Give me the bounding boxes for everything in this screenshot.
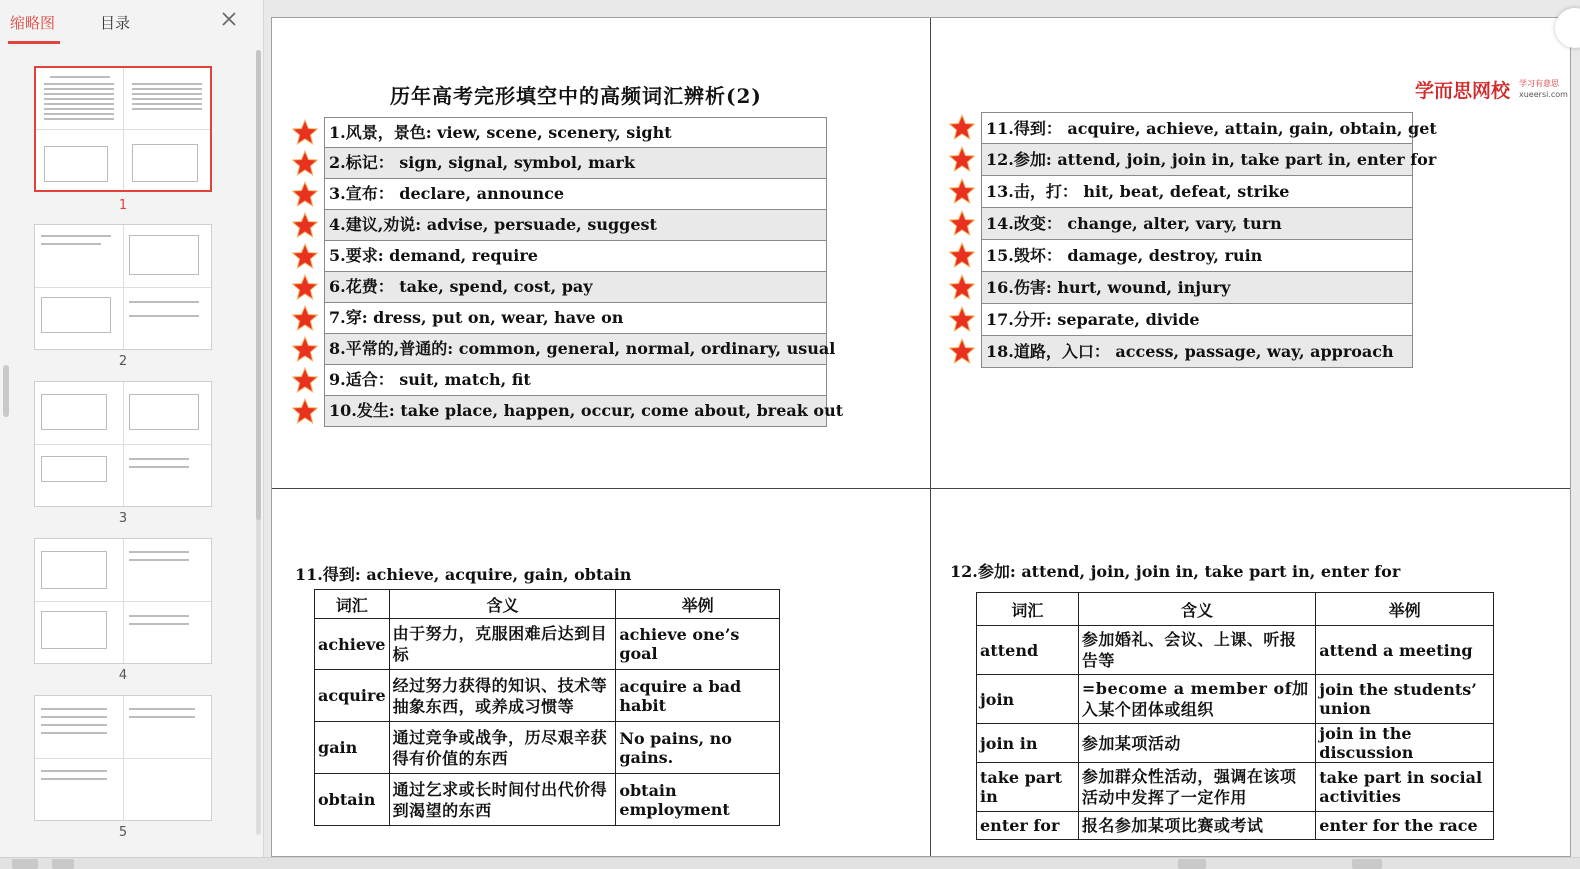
star-icon bbox=[292, 305, 318, 331]
star-icon bbox=[292, 212, 318, 238]
star-icon bbox=[949, 146, 975, 172]
document-page bbox=[271, 17, 1571, 857]
page-thumbnail-1[interactable] bbox=[34, 66, 212, 192]
star-icon bbox=[292, 119, 318, 145]
star-icon bbox=[949, 306, 975, 332]
table-row bbox=[977, 763, 1494, 812]
vocab-entry: 12.参加: attend, join, join in, take part in, enter for bbox=[981, 144, 1413, 176]
thumbnail-sidebar bbox=[0, 0, 264, 869]
thumbnail-list bbox=[0, 56, 250, 856]
vocab-entry: 9.适合： suit, match, fit bbox=[324, 365, 827, 396]
page-thumbnail-5[interactable] bbox=[34, 695, 212, 821]
header-meaning: 含义 bbox=[1078, 593, 1315, 626]
section-12-table bbox=[976, 592, 1494, 840]
star-icon bbox=[292, 274, 318, 300]
cell-meaning: 参加某项活动 bbox=[1078, 724, 1315, 763]
vocab-entry: 4.建议,劝说: advise, persuade, suggest bbox=[324, 210, 827, 241]
table-header-row bbox=[977, 593, 1494, 626]
header-word: 词汇 bbox=[315, 590, 390, 619]
star-icon bbox=[292, 336, 318, 362]
cell-example: join the students’ union bbox=[1316, 675, 1494, 724]
cell-word: achieve bbox=[315, 619, 390, 670]
cell-meaning: 通过乞求或长时间付出代价得到渴望的东西 bbox=[389, 774, 616, 826]
cell-word: join bbox=[977, 675, 1079, 724]
view-mode-icon[interactable] bbox=[12, 859, 38, 869]
header-example: 举例 bbox=[616, 590, 780, 619]
vocab-entry: 11.得到： acquire, achieve, attain, gain, obtain, get bbox=[981, 112, 1413, 144]
close-icon[interactable] bbox=[220, 10, 238, 28]
logo-main-text: 学而思网校 bbox=[1415, 80, 1511, 102]
thumbnail-page-number: 3 bbox=[118, 511, 128, 526]
sidebar-tabs bbox=[0, 0, 264, 46]
thumbnail-page-number: 4 bbox=[118, 668, 128, 683]
page-thumbnail-3[interactable] bbox=[34, 381, 212, 507]
page-thumbnail-4[interactable] bbox=[34, 538, 212, 664]
active-tab-indicator bbox=[8, 41, 60, 44]
cell-example: take part in social activities bbox=[1316, 763, 1494, 812]
bottom-toolbar bbox=[0, 857, 1580, 869]
cell-example: acquire a bad habit bbox=[616, 670, 780, 722]
cell-word: acquire bbox=[315, 670, 390, 722]
cell-meaning: =become a member of加入某个团体或组织 bbox=[1078, 675, 1315, 724]
cell-word: obtain bbox=[315, 774, 390, 826]
vocab-entry: 10.发生: take place, happen, occur, come about, break out bbox=[324, 396, 827, 427]
section-11-title: 11.得到: achieve, acquire, gain, obtain bbox=[295, 565, 632, 584]
cell-word: join in bbox=[977, 724, 1079, 763]
sidebar-resize-handle[interactable] bbox=[3, 365, 9, 417]
section-11-table bbox=[314, 589, 780, 826]
cell-meaning: 参加群众性活动，强调在该项活动中发挥了一定作用 bbox=[1078, 763, 1315, 812]
vocab-entry: 1.风景，景色: view, scene, scenery, sight bbox=[324, 117, 827, 148]
fullscreen-icon[interactable] bbox=[1352, 859, 1382, 869]
table-row bbox=[315, 619, 780, 670]
vocab-entry: 2.标记： sign, signal, symbol, mark bbox=[324, 148, 827, 179]
logo-url: xueersi.com bbox=[1519, 90, 1568, 99]
cell-meaning: 通过竞争或战争，历尽艰辛获得有价值的东西 bbox=[389, 722, 616, 774]
table-row bbox=[977, 724, 1494, 763]
section-12-title: 12.参加: attend, join, join in, take part in, enter for bbox=[950, 562, 1401, 581]
star-icon bbox=[949, 242, 975, 268]
vocab-entry: 13.击，打： hit, beat, defeat, strike bbox=[981, 176, 1413, 208]
xueersi-logo bbox=[1415, 76, 1571, 106]
star-icon bbox=[949, 114, 975, 140]
header-meaning: 含义 bbox=[389, 590, 616, 619]
page-layout-icon[interactable] bbox=[52, 859, 74, 869]
cell-word: gain bbox=[315, 722, 390, 774]
cell-word: take part in bbox=[977, 763, 1079, 812]
vocab-entry: 16.伤害: hurt, wound, injury bbox=[981, 272, 1413, 304]
cell-example: join in the discussion bbox=[1316, 724, 1494, 763]
vocab-entry: 7.穿: dress, put on, wear, have on bbox=[324, 303, 827, 334]
table-row bbox=[315, 722, 780, 774]
star-icon bbox=[949, 210, 975, 236]
logo-slogan: 学习有意思 bbox=[1519, 79, 1559, 88]
sidebar-scrollbar[interactable] bbox=[256, 50, 261, 835]
vocab-entry: 6.花费： take, spend, cost, pay bbox=[324, 272, 827, 303]
cell-word: enter for bbox=[977, 812, 1079, 840]
tab-thumbnails[interactable]: 缩略图 bbox=[10, 14, 56, 32]
cell-meaning: 经过努力获得的知识、技术等抽象东西，或养成习惯等 bbox=[389, 670, 616, 722]
sidebar-scrollbar-thumb[interactable] bbox=[256, 50, 261, 520]
cell-example: achieve one’s goal bbox=[616, 619, 780, 670]
cell-example: No pains, no gains. bbox=[616, 722, 780, 774]
vocab-entry: 18.道路，入口： access, passage, way, approach bbox=[981, 336, 1413, 368]
cell-example: attend a meeting bbox=[1316, 626, 1494, 675]
star-icon bbox=[292, 398, 318, 424]
cell-meaning: 报名参加某项比赛或考试 bbox=[1078, 812, 1315, 840]
table-row bbox=[315, 670, 780, 722]
thumbnail-page-number: 1 bbox=[118, 198, 128, 213]
star-icon bbox=[292, 181, 318, 207]
thumbnail-page-number: 2 bbox=[118, 354, 128, 369]
star-icon bbox=[949, 338, 975, 364]
page-thumbnail-2[interactable] bbox=[34, 224, 212, 350]
table-row bbox=[977, 812, 1494, 840]
table-row bbox=[977, 626, 1494, 675]
table-row bbox=[315, 774, 780, 826]
star-icon bbox=[292, 150, 318, 176]
page-title: 历年高考完形填空中的高频词汇辨析(2) bbox=[390, 84, 762, 108]
vocab-entry: 17.分开: separate, divide bbox=[981, 304, 1413, 336]
cell-word: attend bbox=[977, 626, 1079, 675]
cell-example: enter for the race bbox=[1316, 812, 1494, 840]
zoom-fit-icon[interactable] bbox=[1178, 859, 1206, 869]
vocab-entry: 15.毁坏： damage, destroy, ruin bbox=[981, 240, 1413, 272]
quadrant-divider-vertical bbox=[930, 18, 931, 856]
star-icon bbox=[949, 178, 975, 204]
cell-meaning: 由于努力，克服困难后达到目标 bbox=[389, 619, 616, 670]
table-header-row bbox=[315, 590, 780, 619]
vocab-entry: 14.改变： change, alter, vary, turn bbox=[981, 208, 1413, 240]
tab-outline[interactable]: 目录 bbox=[100, 14, 131, 32]
cell-meaning: 参加婚礼、会议、上课、听报告等 bbox=[1078, 626, 1315, 675]
vocab-entry: 5.要求: demand, require bbox=[324, 241, 827, 272]
star-icon bbox=[292, 367, 318, 393]
table-row bbox=[977, 675, 1494, 724]
thumbnail-page-number: 5 bbox=[118, 825, 128, 840]
vocab-entry: 8.平常的,普通的: common, general, normal, ordinary, usual bbox=[324, 334, 827, 365]
quadrant-divider-horizontal bbox=[272, 488, 1570, 489]
star-icon bbox=[949, 274, 975, 300]
cell-example: obtain employment bbox=[616, 774, 780, 826]
vocab-entry: 3.宣布： declare, announce bbox=[324, 179, 827, 210]
star-icon bbox=[292, 243, 318, 269]
header-word: 词汇 bbox=[977, 593, 1079, 626]
header-example: 举例 bbox=[1316, 593, 1494, 626]
